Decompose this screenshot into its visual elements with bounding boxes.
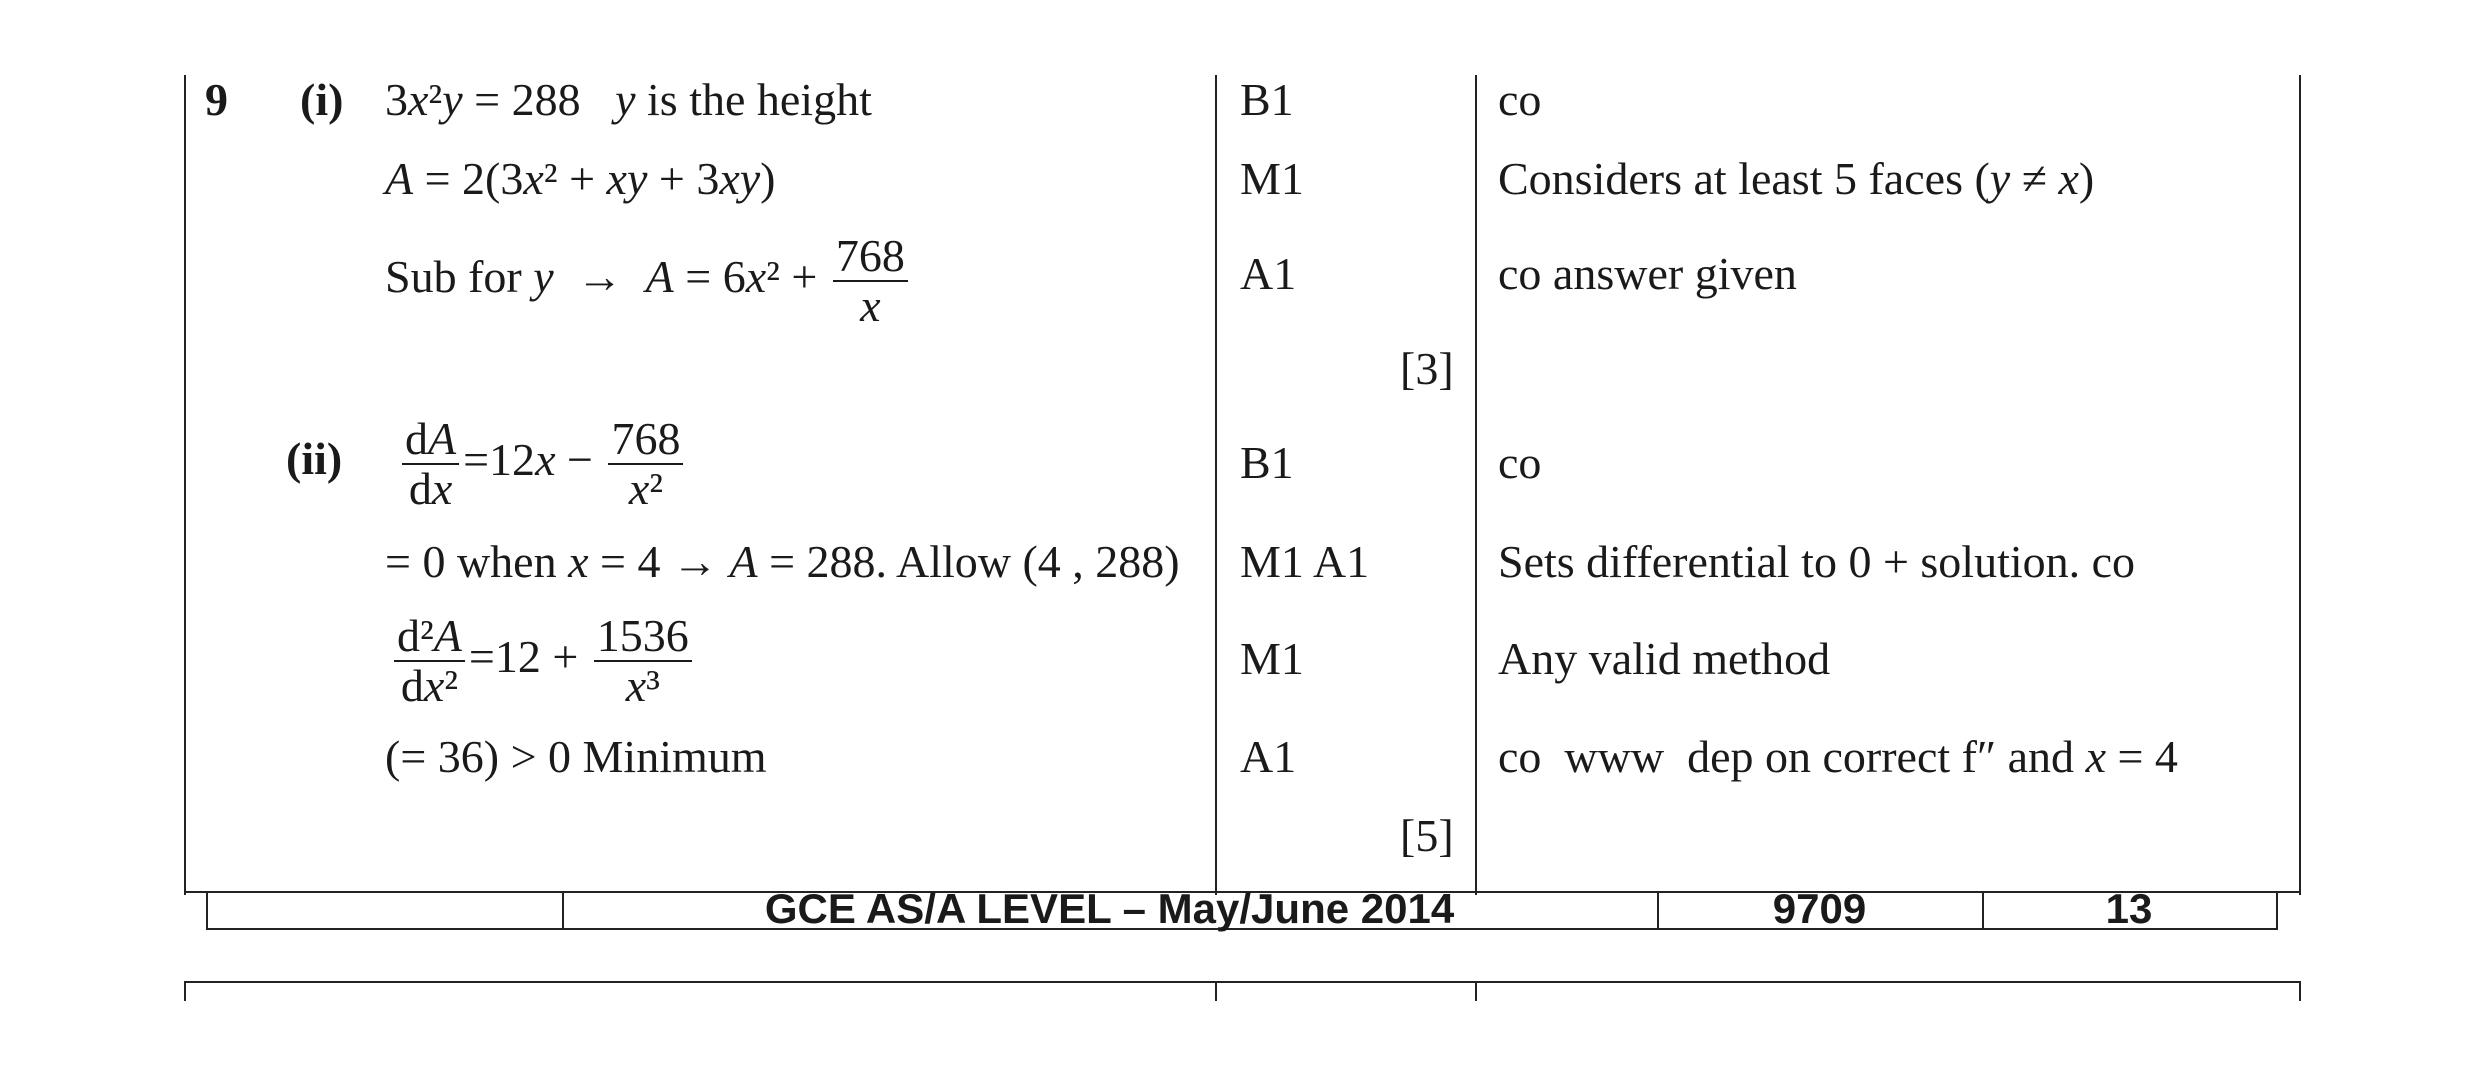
next-table-divider-2 — [1475, 981, 1477, 1001]
working-line-7: $\frac{\text{d²A}}{\text{dx²}}$ =12 + $\frac{1536}{\text{x³}}$ — [390, 612, 696, 711]
next-table-left — [184, 981, 186, 1001]
mark-8: A1 — [1240, 731, 1297, 782]
guidance-5: co — [1498, 437, 1542, 488]
part-ii-total: [5] — [1400, 810, 1454, 861]
guidance-6: Sets differential to 0 + solution. co — [1498, 536, 2136, 587]
working-line-5: $\frac{dA}{dx}$ =12x − $\frac{768}{\text{x²}}$ — [398, 415, 687, 514]
next-table-right — [2299, 981, 2301, 1001]
table-border-right — [2299, 75, 2301, 895]
working-line-8: (= 36) > 0 Minimum — [385, 731, 767, 782]
guidance-1: co — [1498, 74, 1542, 125]
working-line-2: A = 2(3x² + xy + 3xy) — [385, 153, 776, 204]
working-line-6: = 0 when x = 4 → A = 288. Allow (4 , 288) — [385, 536, 1180, 587]
mark-2: M1 — [1240, 153, 1304, 204]
mark-7: M1 — [1240, 633, 1304, 684]
footer-divider-0 — [206, 891, 208, 930]
footer-exam-title: GCE AS/A LEVEL – May/June 2014 — [764, 885, 1455, 932]
mark-1: B1 — [1240, 74, 1294, 125]
table-divider-working — [1215, 75, 1217, 895]
part-ii-label: (ii) — [286, 433, 343, 484]
fraction-768-over-x: $\frac{768}{x}$ — [833, 232, 908, 331]
working-line-3: Sub for y → A = 6x² + $\frac{768}{x}$ — [385, 232, 912, 331]
question-number: 9 — [205, 74, 228, 125]
next-table-top-line — [184, 981, 2301, 983]
footer-divider-4 — [2276, 891, 2278, 930]
mark-6: M1 A1 — [1240, 536, 1370, 587]
mark-3: A1 — [1240, 248, 1297, 299]
guidance-8: co www dep on correct f″ and x = 4 — [1498, 731, 2178, 782]
part-i-label: (i) — [300, 74, 344, 125]
table-border-left — [184, 75, 186, 895]
guidance-3: co answer given — [1498, 248, 1797, 299]
footer-paper-number: 13 — [2105, 885, 2153, 932]
guidance-2: Considers at least 5 faces (y ≠ x) — [1498, 153, 2095, 204]
guidance-7: Any valid method — [1498, 633, 1831, 684]
part-i-total: [3] — [1400, 343, 1454, 394]
mark-5: B1 — [1240, 437, 1294, 488]
footer-syllabus-code: 9709 — [1772, 885, 1867, 932]
next-table-divider-1 — [1215, 981, 1217, 1001]
working-line-1: 3x²y = 288 y is the height — [385, 74, 872, 125]
table-divider-marks — [1475, 75, 1477, 895]
